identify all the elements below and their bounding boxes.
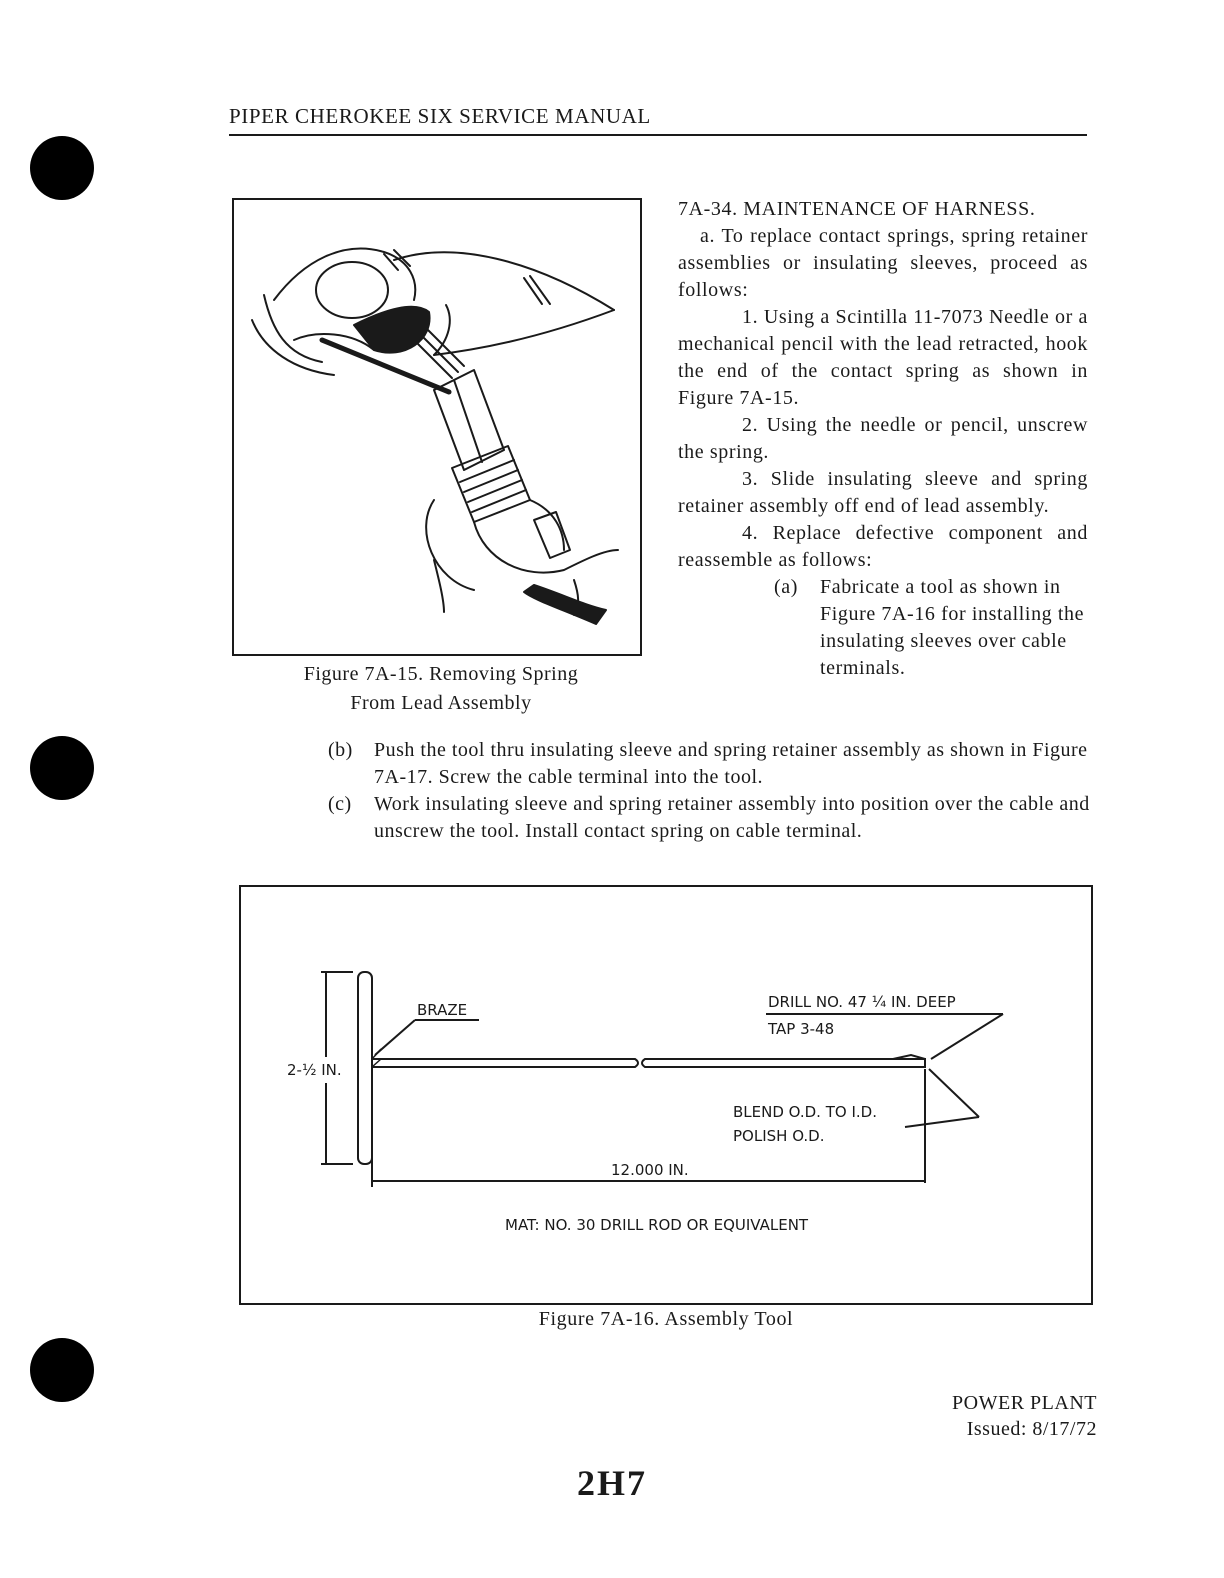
tool-tip <box>893 1055 925 1067</box>
material-label: MAT: NO. 30 DRILL ROD OR EQUIVALENT <box>505 1216 809 1234</box>
drill-leader <box>931 1014 1003 1059</box>
figure-7a-15-caption-line1: Figure 7A-15. Removing Spring <box>303 663 579 685</box>
maintenance-section <box>678 196 1088 682</box>
tool-shaft-right <box>642 1059 925 1067</box>
paragraph-a: a. To replace contact springs, spring retainer assemblies or insulating sleeves, proceed as follows: <box>678 225 1088 301</box>
footer-issued: Issued: 8/17/72 <box>966 1418 1097 1440</box>
substep-b <box>328 737 1094 791</box>
page-number: 2H7 <box>576 1463 647 1503</box>
section-title: 7A-34. MAINTENANCE OF HARNESS. <box>678 198 1036 220</box>
header-rule <box>229 134 1087 136</box>
manual-title: PIPER CHEROKEE SIX SERVICE MANUAL <box>229 104 651 128</box>
step-3: 3. Slide insulating sleeve and spring retainer assembly off end of lead assembly. <box>678 468 1088 517</box>
substep-a-label: (a) <box>774 576 798 598</box>
tool-handle <box>358 972 372 1164</box>
footer-section: POWER PLANT <box>952 1392 1097 1414</box>
figure-7a-15-caption <box>232 660 650 718</box>
substep-c <box>328 791 1094 845</box>
tool-shaft-left <box>372 1059 638 1067</box>
substep-c-label: (c) <box>328 793 352 815</box>
substeps-bc <box>328 737 1094 845</box>
drill-label: DRILL NO. 47 ¼ IN. DEEP <box>768 993 956 1011</box>
substep-a <box>774 574 1088 682</box>
height-label: 2-½ IN. <box>287 1061 342 1079</box>
figure-7a-16-box <box>239 885 1093 1305</box>
binder-hole-top <box>30 136 94 200</box>
step-2: 2. Using the needle or pencil, unscrew the spring. <box>678 414 1088 463</box>
tap-label: TAP 3-48 <box>768 1020 835 1038</box>
braze-leader <box>375 1020 415 1055</box>
figure-7a-15-caption-line2: From Lead Assembly <box>350 692 532 714</box>
binder-hole-bottom <box>30 1338 94 1402</box>
spring-removal-drawing <box>234 200 640 654</box>
step-1: 1. Using a Scintilla 11-7073 Needle or a mechanical pencil with the lead retracted, hook the end of the contact spring as shown in Figure 7A-15. <box>678 306 1088 409</box>
substep-c-text: Work insulating sleeve and spring retainer assembly into position over the cable and unscrew the tool. Install contact spring on cable terminal. <box>374 793 1090 842</box>
substep-b-label: (b) <box>328 739 353 761</box>
blend-label: BLEND O.D. TO I.D. <box>733 1103 877 1121</box>
substep-b-text: Push the tool thru insulating sleeve and spring retainer assembly as shown in Figure 7A-17. Screw the cable terminal into the tool. <box>374 739 1088 788</box>
length-label: 12.000 IN. <box>611 1161 689 1179</box>
step-4: 4. Replace defective component and reassemble as follows: <box>678 522 1088 571</box>
braze-label: BRAZE <box>417 1001 468 1019</box>
assembly-tool-drawing <box>241 887 1091 1303</box>
substep-a-text: Fabricate a tool as shown in Figure 7A-16 for installing the insulating sleeves over cable terminals. <box>820 576 1085 679</box>
blend-leader <box>929 1069 979 1117</box>
polish-label: POLISH O.D. <box>733 1127 825 1145</box>
binder-hole-middle <box>30 736 94 800</box>
figure-7a-15-illustration <box>232 198 642 656</box>
figure-7a-16-caption: Figure 7A-16. Assembly Tool <box>538 1308 794 1330</box>
